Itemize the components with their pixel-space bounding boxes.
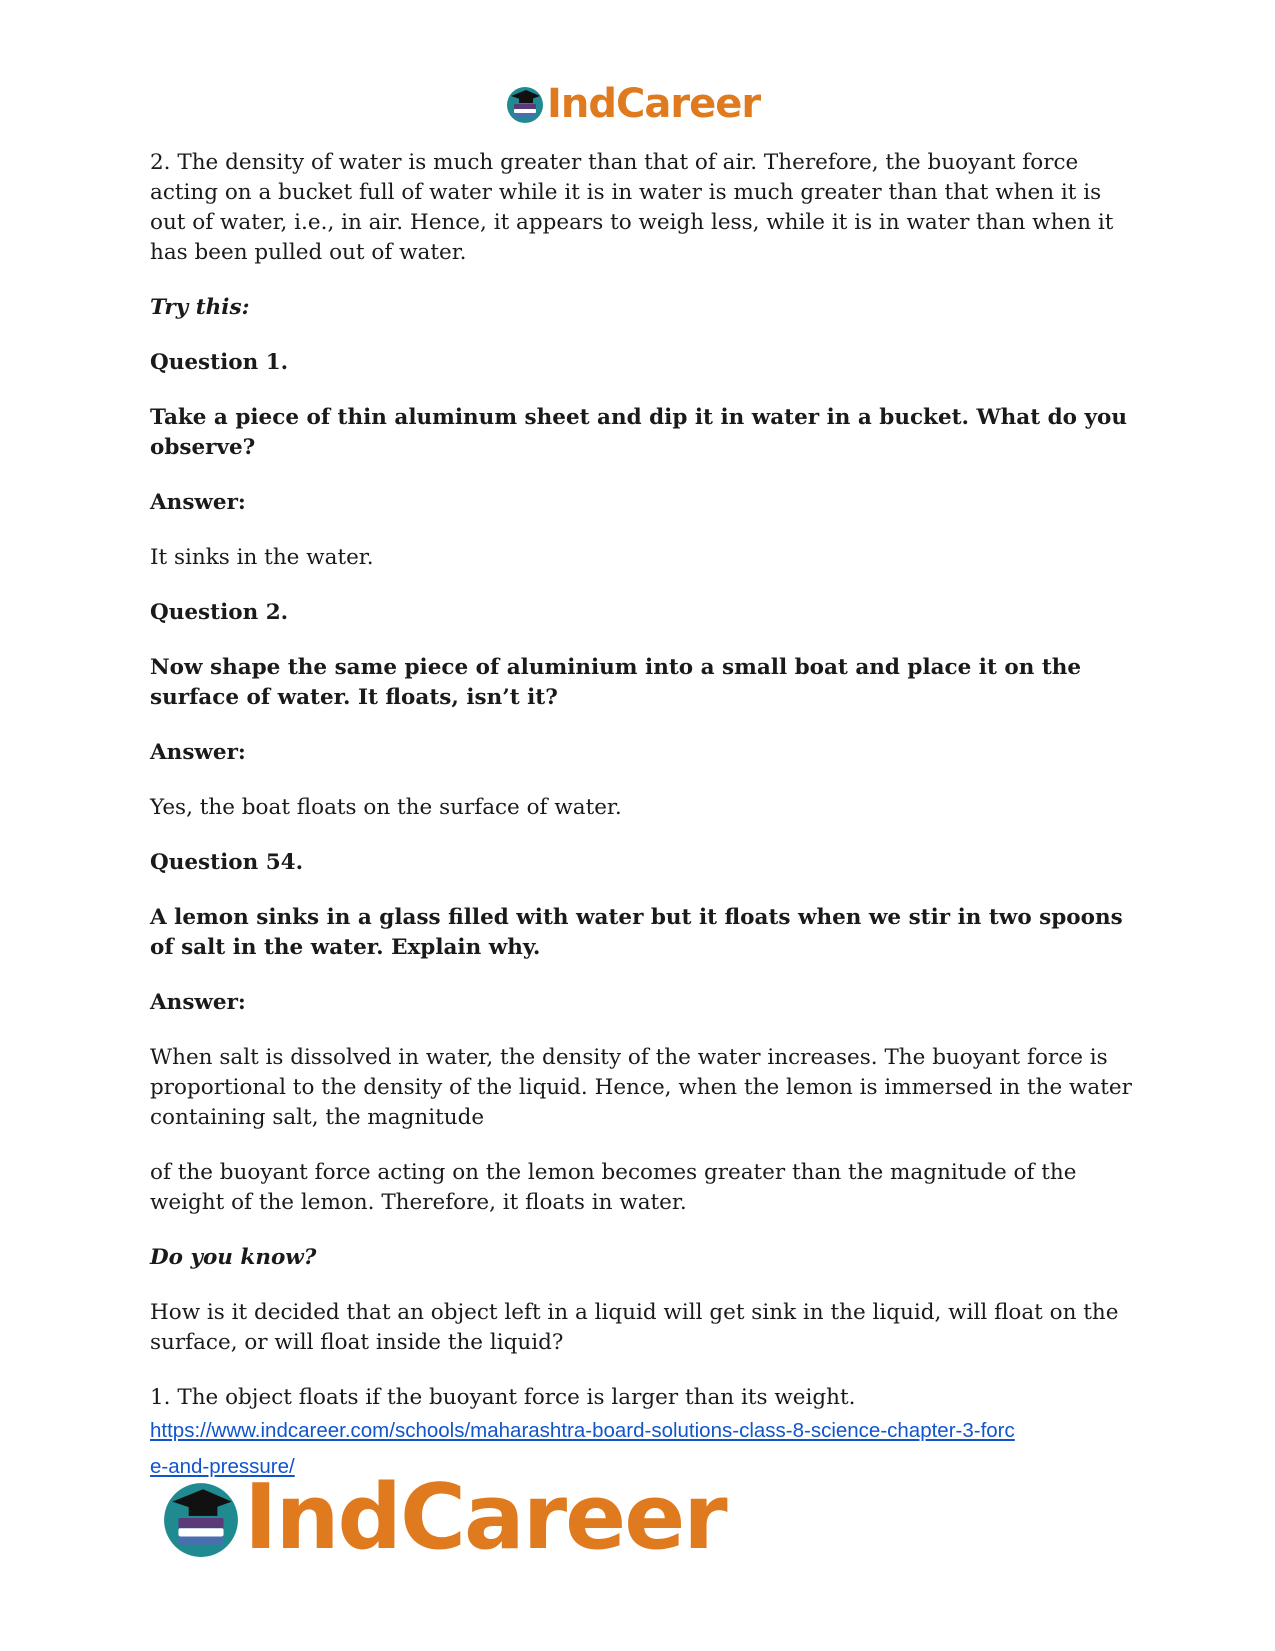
question-1-answer-label: Answer: (150, 490, 246, 515)
header-logo-text: IndCareer (547, 81, 761, 127)
question-1-text: Take a piece of thin aluminum sheet and dip it in water in a bucket. What do you observe? (150, 405, 1127, 460)
question-1-answer: It sinks in the water. (150, 545, 374, 570)
question-2-label: Question 2. (150, 600, 289, 625)
question-1-label: Question 1. (150, 350, 289, 375)
question-3-answer-part1: When salt is dissolved in water, the density of the water increases. The buoyant force is proportional to the density of the liquid. Hence, when the lemon is immersed in the water containing salt, the magnitude (150, 1045, 1132, 1130)
do-you-know-text: How is it decided that an object left in a liquid will get sink in the liquid, will float on the surface, or will float inside the liquid? (150, 1300, 1119, 1355)
intro-paragraph: 2. The density of water is much greater than that of air. Therefore, the buoyant force acting on a bucket full of water while it is in water is much greater than that when it is out of water, i.e., in air. Hence, it appears to weigh less, while it is in water than when it has been pulled out of water. (150, 150, 1114, 265)
question-3-text: A lemon sinks in a glass filled with water but it floats when we stir in two spoons of salt in the water. Explain why. (150, 905, 1123, 960)
source-link-line-2[interactable]: e-and-pressure/ (150, 1455, 295, 1478)
page-content (150, 148, 1135, 1485)
point-1: 1. The object floats if the buoyant force is larger than its weight. (150, 1385, 856, 1410)
question-2-answer: Yes, the boat floats on the surface of water. (150, 795, 622, 820)
question-3-answer-label: Answer: (150, 990, 246, 1015)
question-2-answer-label: Answer: (150, 740, 246, 765)
header-logo (505, 80, 760, 128)
question-2-text: Now shape the same piece of aluminium into a small boat and place it on the surface of water. It floats, isn’t it? (150, 655, 1082, 710)
footer-logo-text: IndCareer (244, 1465, 726, 1570)
question-3-answer-part2: of the buoyant force acting on the lemon becomes greater than the magnitude of the weight of the lemon. Therefore, it floats in water. (150, 1160, 1077, 1215)
do-you-know-heading: Do you know? (150, 1245, 317, 1270)
source-link-line-1[interactable]: https://www.indcareer.com/schools/maharashtra-board-solutions-class-8-science-chapter-3-forc (150, 1419, 1015, 1442)
graduation-cap-icon (505, 84, 545, 124)
try-this-heading: Try this: (150, 295, 250, 320)
question-3-label: Question 54. (150, 850, 304, 875)
graduation-cap-icon (160, 1477, 242, 1559)
